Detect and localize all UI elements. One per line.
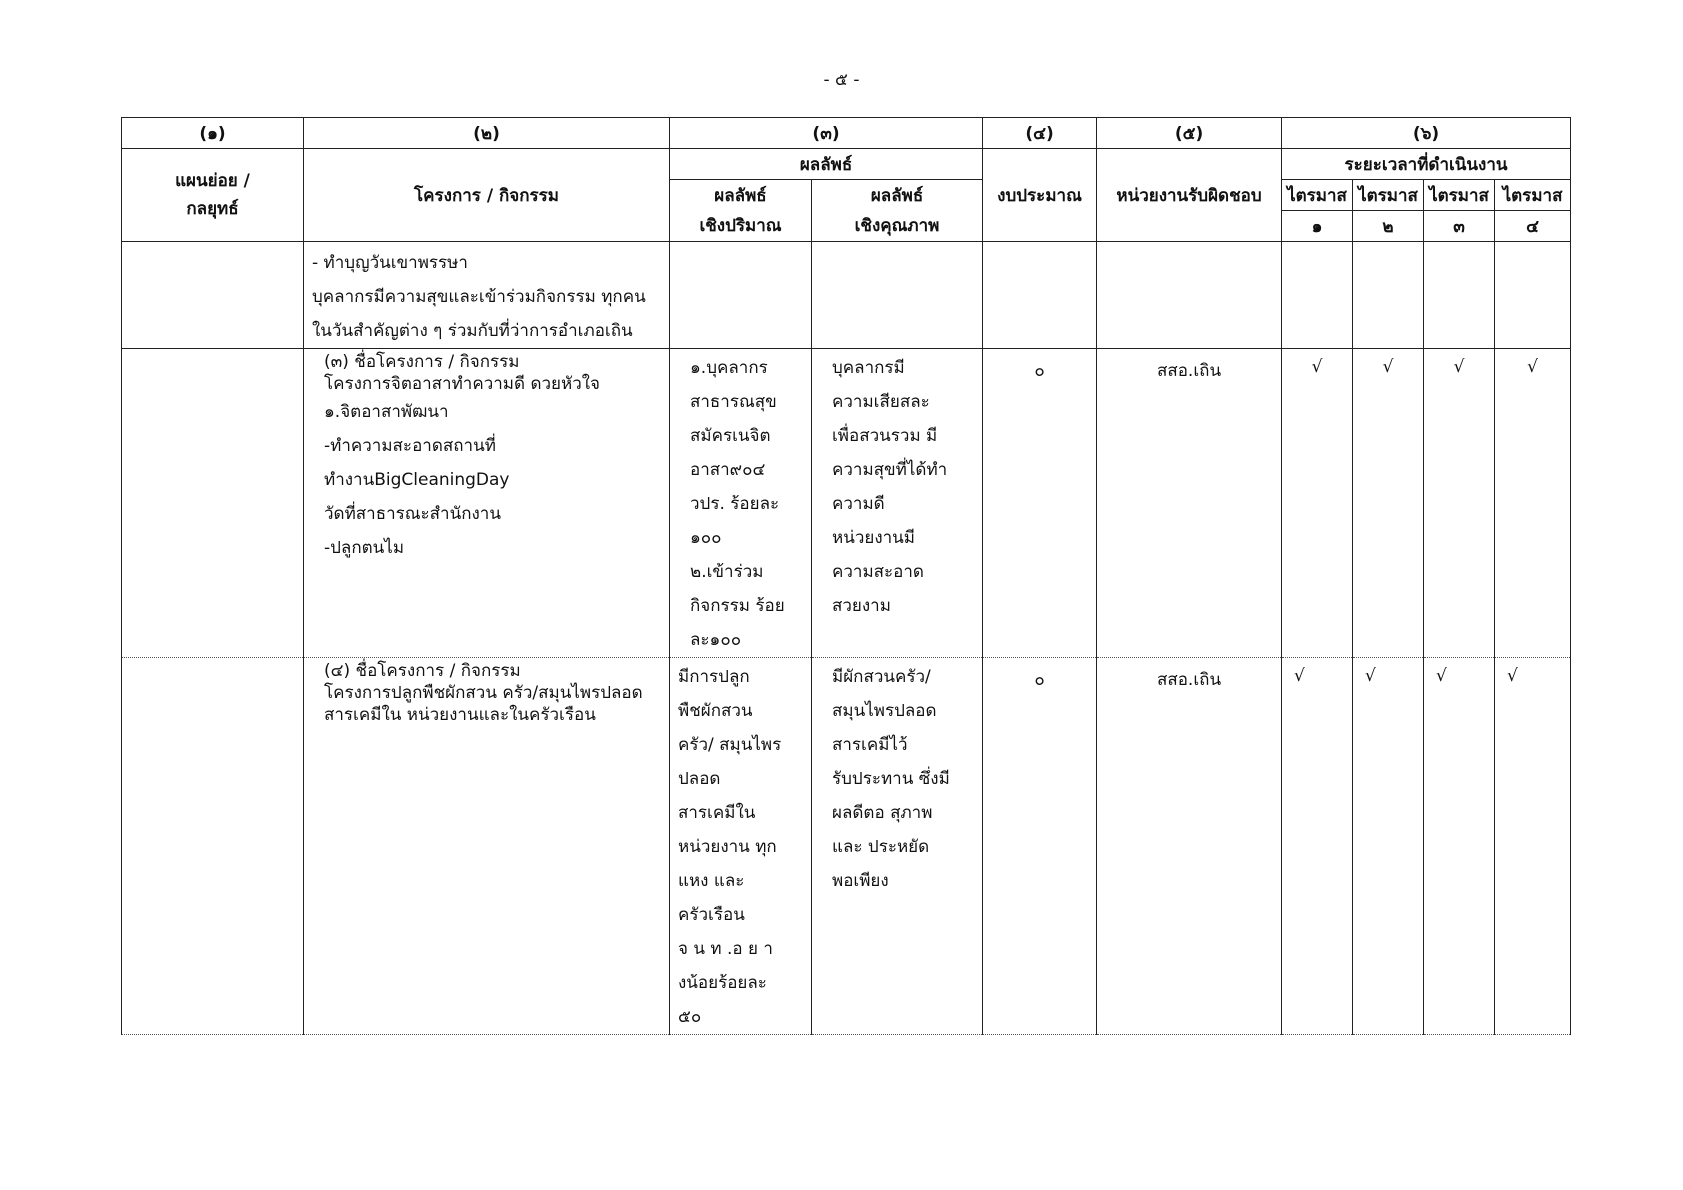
col-num-3: (๓): [670, 118, 983, 149]
header-quarter-num-3: ๓: [1424, 211, 1495, 242]
plan-cell: [122, 349, 304, 658]
header-quarter-2: ไตรมาส: [1353, 180, 1424, 211]
plan-cell: [122, 658, 304, 1035]
budget-cell: [983, 349, 1097, 658]
checkmark-icon: √: [1453, 357, 1465, 377]
quality-text: บุคลากรมี ความเสียสละ เพื่อสวนรวม มี ความสุขที่ได้ทำ ความดี หน่วยงานมี ความสะอาด สวยงาม: [832, 358, 948, 616]
checkmark-icon: √: [1436, 666, 1447, 686]
quality-cell: [812, 242, 983, 349]
project-cell: [304, 349, 670, 658]
budget-value: ๐: [1034, 670, 1045, 690]
header-budget: งบประมาณ: [983, 149, 1097, 242]
responsible-cell: [1097, 242, 1282, 349]
column-number-row: [122, 118, 1571, 149]
quarter-cell: [1282, 349, 1353, 658]
project-cell: [304, 658, 670, 1035]
project-heading: (๓) ชื่อโครงการ / กิจกรรม โครงการจิตอาสาทำความดี ดวยหัวใจ: [324, 352, 601, 394]
header-quarter-4: ไตรมาส: [1495, 180, 1571, 211]
header-plan: แผนย่อย / กลยุทธ์: [122, 149, 304, 242]
header-quarter-3: ไตรมาส: [1424, 180, 1495, 211]
header-outputs: ผลลัพธ์: [670, 149, 983, 180]
header-project: โครงการ / กิจกรรม: [304, 149, 670, 242]
project-heading: (๔) ชื่อโครงการ / กิจกรรม โครงการปลูกพืชผักสวน ครัว/สมุนไพรปลอด สารเคมีใน หน่วยงานและในครัวเรือน: [324, 661, 643, 725]
plan-table: [121, 117, 1571, 1035]
col-num-1: (๑): [122, 118, 304, 149]
table-row: [122, 242, 1571, 349]
header-row: [122, 149, 1571, 180]
project-text: - ทำบุญวันเขาพรรษา บุคลากรมีความสุขและเข้าร่วมกิจกรรม ทุกคน ในวันสำคัญต่าง ๆ ร่วมกับที่ว่าการอำเภอเถิน: [312, 253, 646, 341]
quarter-cell: [1424, 242, 1495, 349]
quarter-cell: [1495, 242, 1571, 349]
quarter-cell: [1353, 349, 1424, 658]
budget-value: ๐: [1034, 361, 1045, 381]
header-output-quality: ผลลัพธ์ เชิงคุณภาพ: [812, 180, 983, 242]
responsible-value: สสอ.เถิน: [1156, 361, 1222, 381]
checkmark-icon: √: [1311, 357, 1323, 377]
col-num-5: (๕): [1097, 118, 1282, 149]
project-cell: [304, 242, 670, 349]
col-num-6: (๖): [1282, 118, 1571, 149]
header-timeline: ระยะเวลาที่ดำเนินงาน: [1282, 149, 1571, 180]
header-responsible: หน่วยงานรับผิดชอบ: [1097, 149, 1282, 242]
quantity-cell: [670, 349, 812, 658]
header-output-quantity: ผลลัพธ์ เชิงปริมาณ: [670, 180, 812, 242]
quantity-cell: [670, 242, 812, 349]
budget-cell: [983, 658, 1097, 1035]
quarter-cell: [1282, 658, 1353, 1035]
col-num-2: (๒): [304, 118, 670, 149]
checkmark-icon: √: [1382, 357, 1394, 377]
quality-text: มีผักสวนครัว/ สมุนไพรปลอด สารเคมีไว้ รับประทาน ซึ่งมี ผลดีตอ สุภาพ และ ประหยัด พอเพียง: [832, 667, 950, 891]
quarter-cell: [1424, 349, 1495, 658]
responsible-value: สสอ.เถิน: [1156, 670, 1222, 690]
quarter-cell: [1353, 242, 1424, 349]
plan-cell: [122, 242, 304, 349]
header-quarter-num-2: ๒: [1353, 211, 1424, 242]
page-number: - ๕ -: [823, 70, 860, 90]
quantity-text: มีการปลูก พืชผักสวน ครัว/ สมุนไพร ปลอด สารเคมีใน หน่วยงาน ทุก แหง และ ครัวเรือน จ น ท .อ ย า งน้อยร้อยละ ๕๐: [678, 667, 782, 1027]
quantity-text: ๑.บุคลากร สาธารณสุข สมัครเนจิต อาสา๙๐๔ วปร. ร้อยละ ๑๐๐ ๒.เข้าร่วม กิจกรรม ร้อย ละ๑๐๐: [690, 358, 785, 650]
quarter-cell: [1353, 658, 1424, 1035]
checkmark-icon: √: [1294, 666, 1305, 686]
col-num-4: (๔): [983, 118, 1097, 149]
checkmark-icon: √: [1365, 666, 1376, 686]
quarter-cell: [1495, 658, 1571, 1035]
responsible-cell: [1097, 658, 1282, 1035]
quarter-cell: [1282, 242, 1353, 349]
quarter-cell: [1424, 658, 1495, 1035]
quality-cell: [812, 658, 983, 1035]
header-quarter-num-4: ๔: [1495, 211, 1571, 242]
header-quarter-1: ไตรมาส: [1282, 180, 1353, 211]
quarter-cell: [1495, 349, 1571, 658]
table-row: [122, 658, 1571, 1035]
checkmark-icon: √: [1507, 666, 1518, 686]
budget-cell: [983, 242, 1097, 349]
quality-cell: [812, 349, 983, 658]
table-row: [122, 349, 1571, 658]
project-details: ๑.จิตอาสาพัฒนา -ทำความสะอาดสถานที่ ทำงานBigCleaningDay วัดที่สาธารณะสำนักงาน -ปลูกตนไม: [324, 402, 510, 558]
header-quarter-num-1: ๑: [1282, 211, 1353, 242]
responsible-cell: [1097, 349, 1282, 658]
checkmark-icon: √: [1527, 357, 1538, 377]
quantity-cell: [670, 658, 812, 1035]
